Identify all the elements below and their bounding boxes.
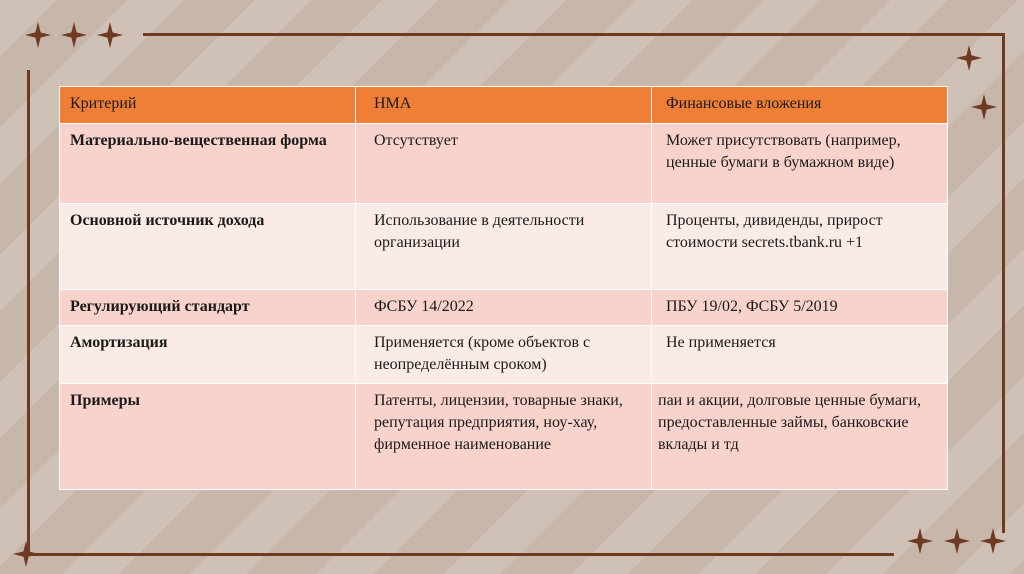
- row-criterion: Материально-вещественная форма: [60, 124, 356, 204]
- header-intangible-assets: НМА: [356, 87, 652, 124]
- star-icon: [25, 22, 51, 48]
- row-criterion: Регулирующий стандарт: [60, 290, 356, 326]
- table-row: [60, 290, 948, 326]
- row-intangible-value: Использование в деятельности организации: [356, 204, 652, 290]
- row-criterion: Основной источник дохода: [60, 204, 356, 290]
- row-financial-value: ПБУ 19/02, ФСБУ 5/2019: [652, 290, 948, 326]
- header-financial-investments: Финансовые вложения: [652, 87, 948, 124]
- star-icon: [97, 22, 123, 48]
- table-header-row: [60, 87, 948, 124]
- star-icon: [971, 94, 997, 120]
- star-icon: [944, 528, 970, 554]
- row-intangible-value: ФСБУ 14/2022: [356, 290, 652, 326]
- row-financial-value: Проценты, дивиденды, прирост стоимости secrets.tbank.ru +1: [652, 204, 948, 290]
- frame-bottom-line: [27, 553, 894, 556]
- comparison-table: [59, 86, 948, 490]
- row-financial-value: паи и акции, долговые ценные бумаги, предоставленные займы, банковские вклады и тд: [652, 384, 948, 490]
- row-intangible-value: Отсутствует: [356, 124, 652, 204]
- table-row: [60, 204, 948, 290]
- table-row: [60, 384, 948, 490]
- star-icon: [980, 528, 1006, 554]
- star-icon: [907, 528, 933, 554]
- header-criterion: Критерий: [60, 87, 356, 124]
- frame-top-line: [143, 33, 1005, 36]
- table-row: [60, 124, 948, 204]
- row-financial-value: Не применяется: [652, 326, 948, 384]
- frame-left-line: [27, 70, 30, 556]
- star-icon: [956, 45, 982, 71]
- row-intangible-value: Применяется (кроме объектов с неопределённым сроком): [356, 326, 652, 384]
- row-financial-value: Может присутствовать (например, ценные бумаги в бумажном виде): [652, 124, 948, 204]
- star-icon: [13, 541, 39, 567]
- row-intangible-value: Патенты, лицензии, товарные знаки, репутация предприятия, ноу-хау, фирменное наименование: [356, 384, 652, 490]
- frame-right-line: [1002, 33, 1005, 533]
- row-criterion: Амортизация: [60, 326, 356, 384]
- row-criterion: Примеры: [60, 384, 356, 490]
- table-row: [60, 326, 948, 384]
- star-icon: [61, 22, 87, 48]
